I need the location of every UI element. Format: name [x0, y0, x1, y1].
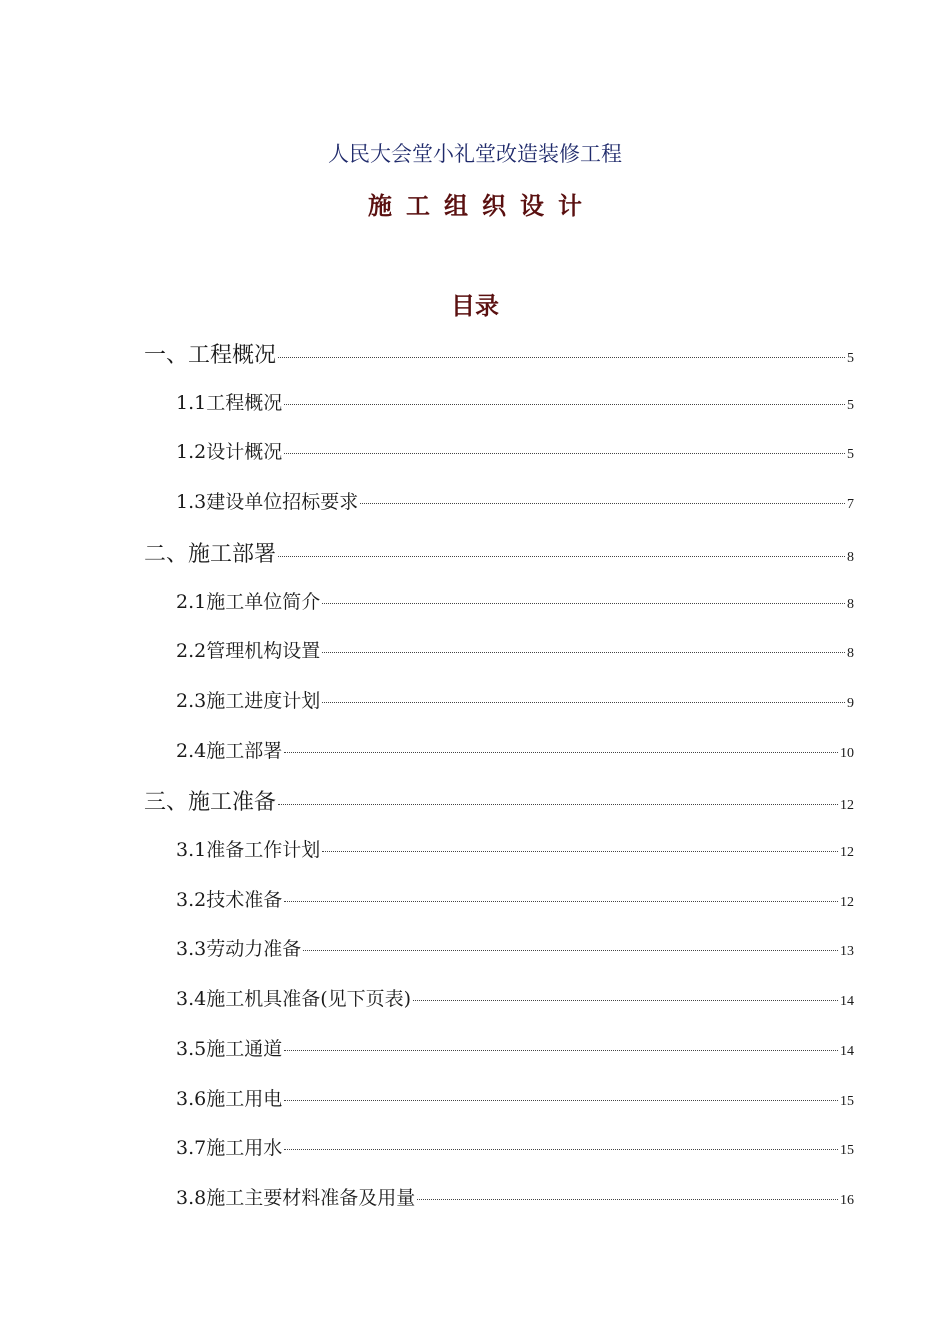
toc-dot-leader: [360, 503, 845, 504]
toc-section-entry[interactable]: [176, 1034, 854, 1061]
toc-dot-leader: [278, 556, 845, 557]
toc-section-entry[interactable]: [176, 487, 854, 514]
toc-section-entry[interactable]: [176, 587, 854, 614]
toc-entry-title: 二、施工部署: [144, 541, 277, 567]
toc-page-number: 5: [847, 397, 854, 413]
toc-entry-title: 3.5施工通道: [176, 1037, 283, 1060]
toc-dot-leader: [284, 752, 838, 753]
toc-chapter-entry[interactable]: [144, 338, 854, 369]
toc-page-number: 15: [840, 1143, 854, 1159]
toc-page-number: 12: [840, 894, 854, 910]
toc-dot-leader: [284, 453, 845, 454]
toc-entry-title: 三、施工准备: [144, 790, 277, 816]
toc-chapter-entry[interactable]: [144, 537, 854, 568]
project-subtitle: 人民大会堂小礼堂改造装修工程: [328, 142, 622, 166]
toc-dot-leader: [284, 1149, 838, 1150]
toc-entry-title: 3.6施工用电: [176, 1087, 283, 1110]
toc-page-number: 16: [840, 1192, 854, 1208]
toc-page-number: 10: [840, 745, 854, 761]
toc-section-entry[interactable]: [176, 636, 854, 663]
toc-section-entry[interactable]: [176, 437, 854, 464]
document-title: 施工组织设计: [368, 191, 596, 220]
toc-entry-title: 2.2管理机构设置: [176, 640, 321, 663]
toc-dot-leader: [413, 1000, 838, 1001]
toc-page-number: 8: [847, 549, 854, 565]
toc-section-entry[interactable]: [176, 1133, 854, 1160]
toc-section-entry[interactable]: [176, 736, 854, 763]
toc-page-number: 13: [840, 944, 854, 960]
toc-section-entry[interactable]: [176, 1084, 854, 1111]
toc-dot-leader: [284, 404, 845, 405]
toc-entry-title: 1.2设计概况: [176, 441, 283, 464]
toc-page-number: 14: [840, 994, 854, 1010]
toc-section-entry[interactable]: [176, 934, 854, 961]
toc-entry-title: 3.2技术准备: [176, 888, 283, 911]
toc-entry-title: 2.4施工部署: [176, 739, 283, 762]
toc-page-number: 9: [847, 695, 854, 711]
toc-section-entry[interactable]: [176, 1183, 854, 1210]
toc-dot-leader: [278, 804, 838, 805]
toc-entry-title: 3.8施工主要材料准备及用量: [176, 1186, 416, 1209]
toc-page-number: 8: [847, 646, 854, 662]
toc-page-number: 15: [840, 1093, 854, 1109]
toc-chapter-entry[interactable]: [144, 785, 854, 816]
toc-section-entry[interactable]: [176, 835, 854, 862]
toc-dot-leader: [284, 1100, 838, 1101]
toc-entry-title: 3.3劳动力准备: [176, 938, 302, 961]
toc-dot-leader: [417, 1199, 838, 1200]
toc-page-number: 14: [840, 1043, 854, 1059]
toc-dot-leader: [322, 652, 845, 653]
toc-section-entry[interactable]: [176, 984, 854, 1011]
toc-dot-leader: [284, 901, 838, 902]
toc-dot-leader: [322, 702, 845, 703]
toc-section-entry[interactable]: [176, 686, 854, 713]
toc-section-entry[interactable]: [176, 388, 854, 415]
toc-entry-title: 3.1准备工作计划: [176, 839, 321, 861]
toc-page-number: 5: [847, 351, 854, 366]
toc-entry-title: 一、工程概况: [144, 343, 277, 368]
toc-entry-title: 3.7施工用水: [176, 1137, 283, 1160]
toc-dot-leader: [278, 357, 845, 358]
toc-dot-leader: [284, 1050, 838, 1051]
toc-dot-leader: [322, 851, 838, 852]
toc-dot-leader: [322, 603, 845, 604]
toc-section-entry[interactable]: [176, 885, 854, 912]
toc-page-number: 7: [847, 497, 854, 513]
toc-heading: 目录: [451, 291, 499, 320]
toc-dot-leader: [303, 950, 838, 951]
toc-entry-title: 1.3建设单位招标要求: [176, 491, 359, 514]
toc-entry-title: 2.1施工单位简介: [176, 590, 321, 613]
toc-page-number: 12: [840, 845, 854, 860]
toc-page-number: 12: [840, 798, 854, 814]
toc-page-number: 8: [847, 596, 854, 612]
toc-page-number: 5: [847, 447, 854, 463]
toc-entry-title: 3.4施工机具准备(见下页表): [176, 988, 412, 1011]
toc-entry-title: 2.3施工进度计划: [176, 689, 321, 712]
toc-entry-title: 1.1工程概况: [176, 391, 283, 414]
